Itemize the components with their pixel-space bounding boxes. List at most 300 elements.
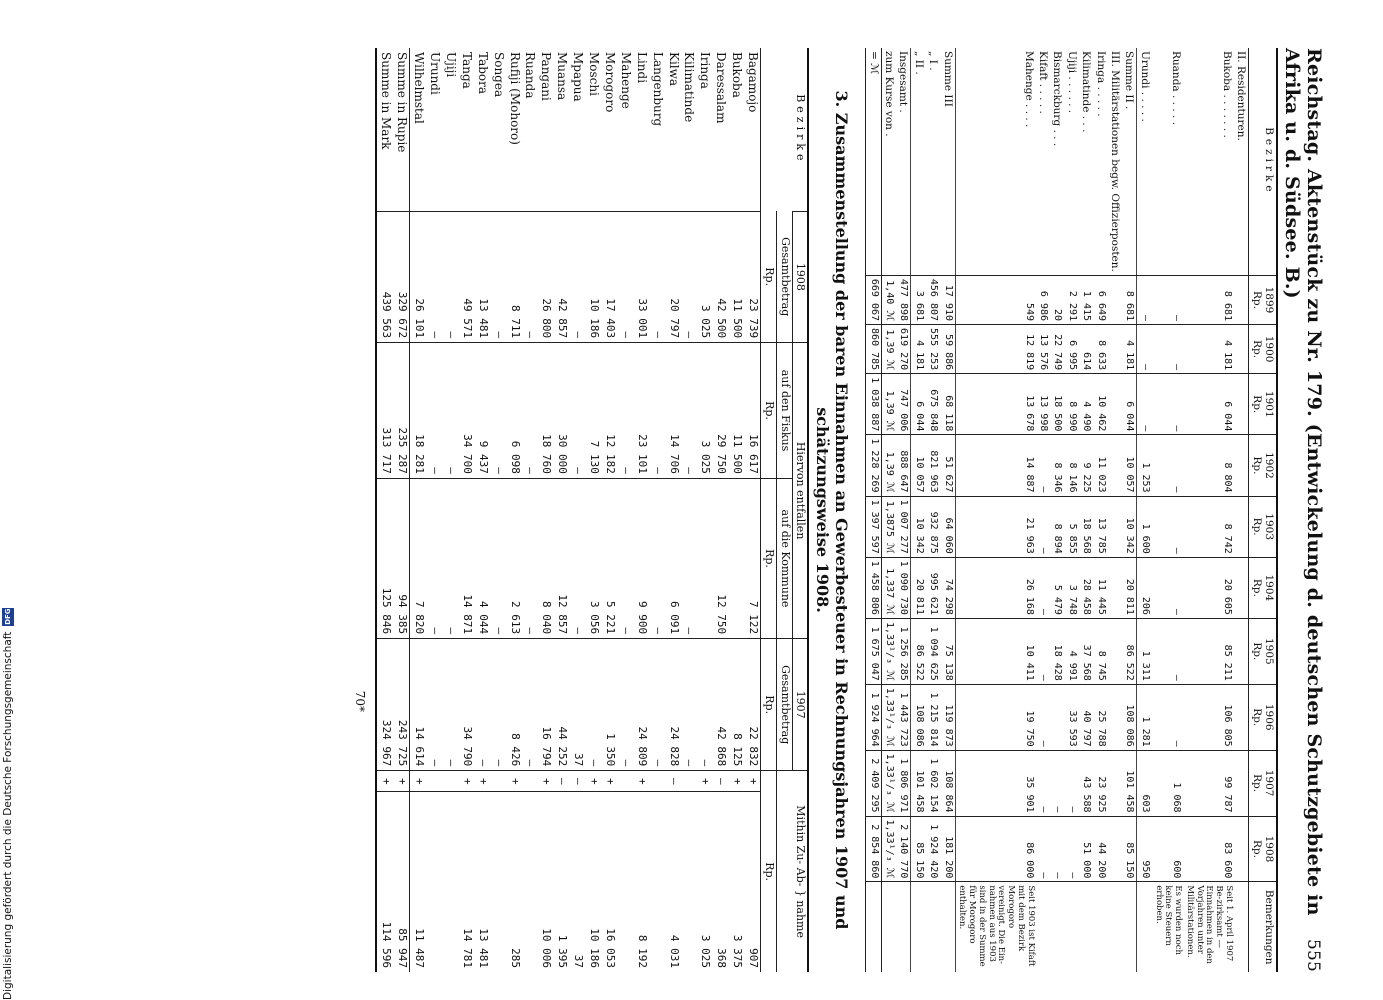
year-header xyxy=(1249,750,1276,816)
cell-value: 10 342 xyxy=(911,496,926,557)
unit-label: Rp. xyxy=(1250,517,1263,536)
district-name: Moschi xyxy=(587,52,602,96)
change-amount xyxy=(681,792,697,972)
change-sign: — xyxy=(553,771,569,792)
table2-total-header: Gesamtbetrag xyxy=(776,211,792,342)
cell-value: 40 797 xyxy=(1079,684,1093,750)
row-note xyxy=(926,882,940,972)
cell-value xyxy=(1108,557,1122,618)
cell-value: 1,337 ℳ xyxy=(881,557,896,618)
change-amount xyxy=(490,792,506,972)
change-amount: 37 xyxy=(569,792,585,972)
change-sign: + xyxy=(601,771,617,792)
cell-value xyxy=(1108,435,1122,496)
district-name: Daressalam xyxy=(714,52,729,124)
cell-value: 1 007 277 xyxy=(896,496,911,557)
cell-value: 603 xyxy=(1137,750,1152,816)
row-note xyxy=(896,882,911,972)
cell-total-1907: 42 868 xyxy=(712,639,728,771)
cell-fiscus: — xyxy=(490,343,506,479)
row-label: „ I . xyxy=(927,51,940,71)
row-note xyxy=(866,882,881,972)
cell-value: 1,40 ℳ xyxy=(881,275,896,324)
row-label: „ II . xyxy=(912,51,925,75)
table-row xyxy=(1234,48,1249,972)
cell-value: 1 215 814 xyxy=(926,684,940,750)
cell-value xyxy=(1108,684,1122,750)
table-row xyxy=(665,48,681,972)
row-label: Kilimatinde . . . xyxy=(1080,51,1093,133)
row-note xyxy=(1122,882,1137,972)
year-label: 1902 xyxy=(1263,452,1275,479)
cell-total-1907: 14 614 xyxy=(410,639,426,771)
change-sign: + xyxy=(744,771,760,792)
change-sign: — xyxy=(712,771,728,792)
cell-value xyxy=(1108,325,1122,374)
cell-value: 8 894 xyxy=(1050,496,1064,557)
cell-value: 17 910 xyxy=(940,275,955,324)
cell-value: 4 181 xyxy=(1183,325,1234,374)
cell-value: 44 200 xyxy=(1093,816,1107,882)
cell-value: 101 458 xyxy=(911,750,926,816)
table-row xyxy=(376,48,393,972)
cell-total-1907: 8 426 xyxy=(506,639,522,771)
table-row xyxy=(649,48,665,972)
table-row xyxy=(1122,48,1137,972)
cell-value: 51 627 xyxy=(940,435,955,496)
change-amount: 368 xyxy=(712,792,728,972)
revenue-table-by-year xyxy=(865,48,1276,972)
table-row xyxy=(393,48,409,972)
cell-value: 51 000 xyxy=(1079,816,1093,882)
cell-value xyxy=(1108,275,1122,324)
cell-total: 11 500 xyxy=(728,211,744,342)
cell-value: 669 067 xyxy=(866,275,881,324)
change-amount: 3 375 xyxy=(728,792,744,972)
cell-value: — xyxy=(1065,750,1079,816)
cell-value: — xyxy=(1036,557,1050,618)
cell-value: — xyxy=(1065,816,1079,882)
change-amount: 85 947 xyxy=(393,792,409,972)
table-row xyxy=(955,48,1036,972)
cell-total-1907: — xyxy=(442,639,458,771)
cell-value: — xyxy=(1036,750,1050,816)
year-label: 1899 xyxy=(1263,286,1275,314)
cell-value: 6 986 xyxy=(1036,275,1050,324)
year-label: 1908 xyxy=(1263,835,1275,863)
cell-total-1907: 16 794 xyxy=(537,639,553,771)
cell-total-1907: 324 967 xyxy=(376,639,393,771)
cell-fiscus: 30 000 xyxy=(553,343,569,479)
table-row xyxy=(744,48,760,972)
cell-value: 75 138 xyxy=(940,618,955,684)
cell-total: — xyxy=(569,211,585,342)
row-note xyxy=(1065,882,1079,972)
year-label: 1901 xyxy=(1263,390,1275,418)
cell-total-1907: 24 809 xyxy=(633,639,649,771)
cell-value: 1 256 285 xyxy=(896,618,911,684)
table2-district-header: Bezirke xyxy=(761,48,809,211)
change-sign: + xyxy=(393,771,409,792)
table-row xyxy=(728,48,744,972)
change-amount: 907 xyxy=(744,792,760,972)
table-row xyxy=(522,48,538,972)
cell-value: 4 490 xyxy=(1079,374,1093,435)
cell-commune: 6 091 xyxy=(665,478,681,638)
unit-label: Rp. xyxy=(1250,774,1263,793)
table-row xyxy=(940,48,955,972)
row-label: zum Kurse von . xyxy=(883,51,896,137)
table-row xyxy=(585,48,601,972)
table-row xyxy=(1108,48,1122,972)
cell-value: 555 253 xyxy=(926,325,940,374)
district-name: Kilwa xyxy=(666,52,681,87)
cell-fiscus: 34 700 xyxy=(458,343,474,479)
row-label: Iringa . . . . . xyxy=(1094,51,1107,117)
table-row xyxy=(569,48,585,972)
cell-commune: 7 820 xyxy=(410,478,426,638)
change-amount xyxy=(522,792,538,972)
table-row xyxy=(866,48,881,972)
cell-value: 35 901 xyxy=(955,750,1036,816)
cell-value: 549 xyxy=(955,275,1036,324)
year-label: 1906 xyxy=(1263,703,1275,731)
cell-commune: 4 044 xyxy=(474,478,490,638)
digitization-credit xyxy=(2,0,14,1000)
cell-total: 13 481 xyxy=(474,211,490,342)
year-header xyxy=(1249,618,1276,684)
cell-commune: — xyxy=(426,478,442,638)
cell-commune: 8 040 xyxy=(537,478,553,638)
cell-value: 108 864 xyxy=(940,750,955,816)
cell-value xyxy=(1234,684,1249,750)
unit-label: Rp. xyxy=(761,478,777,638)
cell-commune: 5 221 xyxy=(601,478,617,638)
cell-total: — xyxy=(522,211,538,342)
table-row xyxy=(426,48,442,972)
row-note: Seit 1. April 1907 Be-zirksamt — Einnahmen in den Vorjahren unter Militärstationen. xyxy=(1183,882,1234,972)
cell-fiscus: — xyxy=(442,343,458,479)
change-sign: + xyxy=(458,771,474,792)
table1-notes-header: Bemerkungen xyxy=(1249,882,1276,972)
cell-value: 18 428 xyxy=(1050,618,1064,684)
cell-value: 2 409 295 xyxy=(866,750,881,816)
cell-value: 6 995 xyxy=(1065,325,1079,374)
running-head xyxy=(1281,48,1325,972)
cell-value: 119 873 xyxy=(940,684,955,750)
change-amount: 3 025 xyxy=(697,792,713,972)
table1-district-header: Bezirke xyxy=(1249,48,1276,275)
cell-fiscus: 14 706 xyxy=(665,343,681,479)
year-header xyxy=(1249,435,1276,496)
cell-value: 10 342 xyxy=(1122,496,1137,557)
table-row xyxy=(458,48,474,972)
cell-value: 1,39 ℳ xyxy=(881,435,896,496)
cell-fiscus: 16 617 xyxy=(744,343,760,479)
cell-total: 33 001 xyxy=(633,211,649,342)
cell-total-1907: — xyxy=(681,639,697,771)
row-label: Mahenge . . . . xyxy=(1022,51,1035,128)
district-name: Summe in Mark xyxy=(376,48,393,211)
cell-value: 11 445 xyxy=(1093,557,1107,618)
cell-commune: 125 846 xyxy=(376,478,393,638)
cell-value: 2 854 860 xyxy=(866,816,881,882)
change-sign xyxy=(490,771,506,792)
cell-total-1907: 8 125 xyxy=(728,639,744,771)
table-row xyxy=(506,48,522,972)
cell-value: 3 681 xyxy=(911,275,926,324)
cell-total: — xyxy=(490,211,506,342)
cell-value: 5 855 xyxy=(1065,496,1079,557)
change-sign: — xyxy=(569,771,585,792)
table-row xyxy=(474,48,490,972)
cell-value: — xyxy=(1152,374,1183,435)
table2-fiscus-header: auf den Fiskus xyxy=(776,343,792,479)
cell-value: 860 785 xyxy=(866,325,881,374)
cell-fiscus: 3 025 xyxy=(697,343,713,479)
cell-value: 43 588 xyxy=(1079,750,1093,816)
cell-fiscus: 11 500 xyxy=(728,343,744,479)
trade-tax-table xyxy=(375,48,809,972)
change-amount: 10 186 xyxy=(585,792,601,972)
cell-commune: — xyxy=(442,478,458,638)
change-amount: 14 781 xyxy=(458,792,474,972)
district-name: Rufiji (Mohoro) xyxy=(507,52,522,145)
row-note xyxy=(940,882,955,972)
district-name: Ruanda xyxy=(523,52,538,99)
change-sign: + xyxy=(585,771,601,792)
cell-value: 22 749 xyxy=(1050,325,1064,374)
cell-value: 8 681 xyxy=(1122,275,1137,324)
cell-total-1907: 22 832 xyxy=(744,639,760,771)
cell-value: 477 898 xyxy=(896,275,911,324)
change-amount: 10 006 xyxy=(537,792,553,972)
cell-value: 1,39 ℳ xyxy=(881,325,896,374)
cell-value xyxy=(1108,816,1122,882)
unit-label: Rp. xyxy=(1250,456,1263,475)
row-note xyxy=(1108,882,1122,972)
cell-fiscus: — xyxy=(569,343,585,479)
cell-value: 1,33¹/₃ ℳ xyxy=(881,816,896,882)
cell-value: 4 181 xyxy=(911,325,926,374)
cell-value: 8 990 xyxy=(1065,374,1079,435)
district-name: Tabora xyxy=(475,52,490,95)
table-row xyxy=(896,48,911,972)
cell-fiscus: 6 098 xyxy=(506,343,522,479)
unit-label: Rp. xyxy=(761,639,777,771)
cell-commune: 14 871 xyxy=(458,478,474,638)
cell-value: — xyxy=(1137,374,1152,435)
cell-value: — xyxy=(1152,435,1183,496)
cell-value: 20 605 xyxy=(1183,557,1234,618)
cell-value: 950 xyxy=(1137,816,1152,882)
change-amount xyxy=(442,792,458,972)
cell-value: 747 006 xyxy=(896,374,911,435)
cell-total: 20 797 xyxy=(665,211,681,342)
cell-value: 20 811 xyxy=(911,557,926,618)
cell-value: 1,33¹/₃ ℳ xyxy=(881,618,896,684)
cell-fiscus: — xyxy=(522,343,538,479)
cell-value: 1 415 xyxy=(1079,275,1093,324)
cell-value: 2 291 xyxy=(1065,275,1079,324)
cell-value: 1 228 269 xyxy=(866,435,881,496)
cell-value: 18 500 xyxy=(1050,374,1064,435)
cell-total-1907: 243 725 xyxy=(393,639,409,771)
table-row xyxy=(681,48,697,972)
change-amount xyxy=(649,792,665,972)
table2-commune-header: auf die Kommune xyxy=(776,478,792,638)
row-label: Bismarckburg . . . xyxy=(1051,51,1064,147)
cell-value xyxy=(1234,750,1249,816)
cell-value: 1 600 xyxy=(1137,496,1152,557)
table-row xyxy=(911,48,926,972)
cell-value: 74 298 xyxy=(940,557,955,618)
cell-value: 4 181 xyxy=(1122,325,1137,374)
table-row xyxy=(1183,48,1234,972)
cell-value: 10 462 xyxy=(1093,374,1107,435)
cell-total: 17 403 xyxy=(601,211,617,342)
cell-fiscus: 18 281 xyxy=(410,343,426,479)
cell-commune: — xyxy=(490,478,506,638)
cell-value: 181 200 xyxy=(940,816,955,882)
cell-value: 20 811 xyxy=(1122,557,1137,618)
change-sign: + xyxy=(537,771,553,792)
cell-value: 1 038 887 xyxy=(866,374,881,435)
row-label: II. Residenturen. xyxy=(1235,51,1248,141)
cell-total-1907: 44 252 xyxy=(553,639,569,771)
cell-value: 21 963 xyxy=(955,496,1036,557)
table-row xyxy=(617,48,633,972)
cell-value: — xyxy=(1050,750,1064,816)
cell-value: 37 568 xyxy=(1079,618,1093,684)
cell-total: 8 711 xyxy=(506,211,522,342)
cell-value: 101 458 xyxy=(1122,750,1137,816)
table-row xyxy=(1152,48,1183,972)
table-row xyxy=(926,48,940,972)
cell-total-1907: — xyxy=(697,639,713,771)
unit-label: Rp. xyxy=(1250,395,1263,414)
unit-label: Rp. xyxy=(1250,642,1263,661)
cell-value xyxy=(1108,750,1122,816)
cell-value: 675 848 xyxy=(926,374,940,435)
cell-value: 12 819 xyxy=(955,325,1036,374)
change-sign xyxy=(522,771,538,792)
row-label: Summe III xyxy=(940,48,955,275)
cell-value: 85 150 xyxy=(1122,816,1137,882)
cell-value: 83 600 xyxy=(1183,816,1234,882)
row-note xyxy=(1137,882,1152,972)
cell-value: 9 225 xyxy=(1079,435,1093,496)
cell-value: 1 068 xyxy=(1152,750,1183,816)
change-sign: + xyxy=(506,771,522,792)
change-sign xyxy=(649,771,665,792)
cell-value: 99 787 xyxy=(1183,750,1234,816)
cell-value: 6 044 xyxy=(1183,374,1234,435)
cell-value: 3 748 xyxy=(1065,557,1079,618)
unit-label: Rp. xyxy=(761,771,777,972)
cell-value: 456 807 xyxy=(926,275,940,324)
cell-value: 1 443 723 xyxy=(896,684,911,750)
row-note xyxy=(1050,882,1064,972)
table-row xyxy=(633,48,649,972)
row-note: Es wurden noch keine Steuern erhoben. xyxy=(1152,882,1183,972)
row-note xyxy=(1036,882,1050,972)
cell-total-1907: 24 828 xyxy=(665,639,681,771)
year-label: 1904 xyxy=(1263,574,1275,602)
change-amount: 4 031 xyxy=(665,792,681,972)
change-amount: 11 487 xyxy=(410,792,426,972)
cell-value xyxy=(1050,684,1064,750)
change-amount: 285 xyxy=(506,792,522,972)
table2-body xyxy=(376,48,760,972)
cell-value: 995 621 xyxy=(926,557,940,618)
cell-value: 26 168 xyxy=(955,557,1036,618)
cell-total: 10 186 xyxy=(585,211,601,342)
cell-fiscus: — xyxy=(426,343,442,479)
cell-total: — xyxy=(442,211,458,342)
cell-value: 206 xyxy=(1137,557,1152,618)
cell-total: 42 500 xyxy=(712,211,728,342)
cell-fiscus: — xyxy=(617,343,633,479)
change-amount xyxy=(617,792,633,972)
cell-value: 1,39 ℳ xyxy=(881,374,896,435)
unit-label: Rp. xyxy=(1250,578,1263,597)
cell-value: 8 742 xyxy=(1183,496,1234,557)
cell-value: — xyxy=(1152,684,1183,750)
table2-1908-header: 1908 xyxy=(792,211,808,342)
district-name: Bukoba xyxy=(730,52,745,98)
district-name: Tanga xyxy=(459,52,474,89)
cell-fiscus: 235 287 xyxy=(393,343,409,479)
cell-value: 8 804 xyxy=(1183,435,1234,496)
cell-commune: 9 900 xyxy=(633,478,649,638)
row-label: Bukoba . . . . . . . xyxy=(1220,51,1233,138)
row-label: = ℳ xyxy=(866,48,881,275)
table-row xyxy=(410,48,426,972)
cell-value: 8 745 xyxy=(1093,618,1107,684)
district-name: Morogoro xyxy=(602,52,617,113)
district-name: Mahenge xyxy=(618,52,633,109)
year-label: 1903 xyxy=(1263,513,1275,541)
year-header xyxy=(1249,374,1276,435)
table-row xyxy=(712,48,728,972)
sheet-mark: 70* xyxy=(353,690,368,712)
cell-commune: — xyxy=(617,478,633,638)
cell-value: 1 090 730 xyxy=(896,557,911,618)
cell-value: 619 270 xyxy=(896,325,911,374)
cell-value: 821 963 xyxy=(926,435,940,496)
row-label: Summe II . xyxy=(1122,48,1137,275)
cell-total-1907: — xyxy=(585,639,601,771)
cell-fiscus: 18 760 xyxy=(537,343,553,479)
cell-fiscus: 23 101 xyxy=(633,343,649,479)
cell-value xyxy=(1234,496,1249,557)
cell-value: 1 602 154 xyxy=(926,750,940,816)
cell-total: 42 857 xyxy=(553,211,569,342)
cell-value: 614 xyxy=(1079,325,1093,374)
year-header xyxy=(1249,816,1276,882)
cell-value: 1 397 597 xyxy=(866,496,881,557)
cell-value: 4 991 xyxy=(1065,618,1079,684)
cell-commune: 2 613 xyxy=(506,478,522,638)
cell-value: 68 118 xyxy=(940,374,955,435)
cell-value: 6 044 xyxy=(1122,374,1137,435)
cell-value: 10 411 xyxy=(955,618,1036,684)
cell-fiscus: 7 130 xyxy=(585,343,601,479)
district-name: Muansa xyxy=(555,52,570,101)
row-label: Kifaft . . . . . xyxy=(1037,51,1050,114)
cell-commune xyxy=(697,478,713,638)
